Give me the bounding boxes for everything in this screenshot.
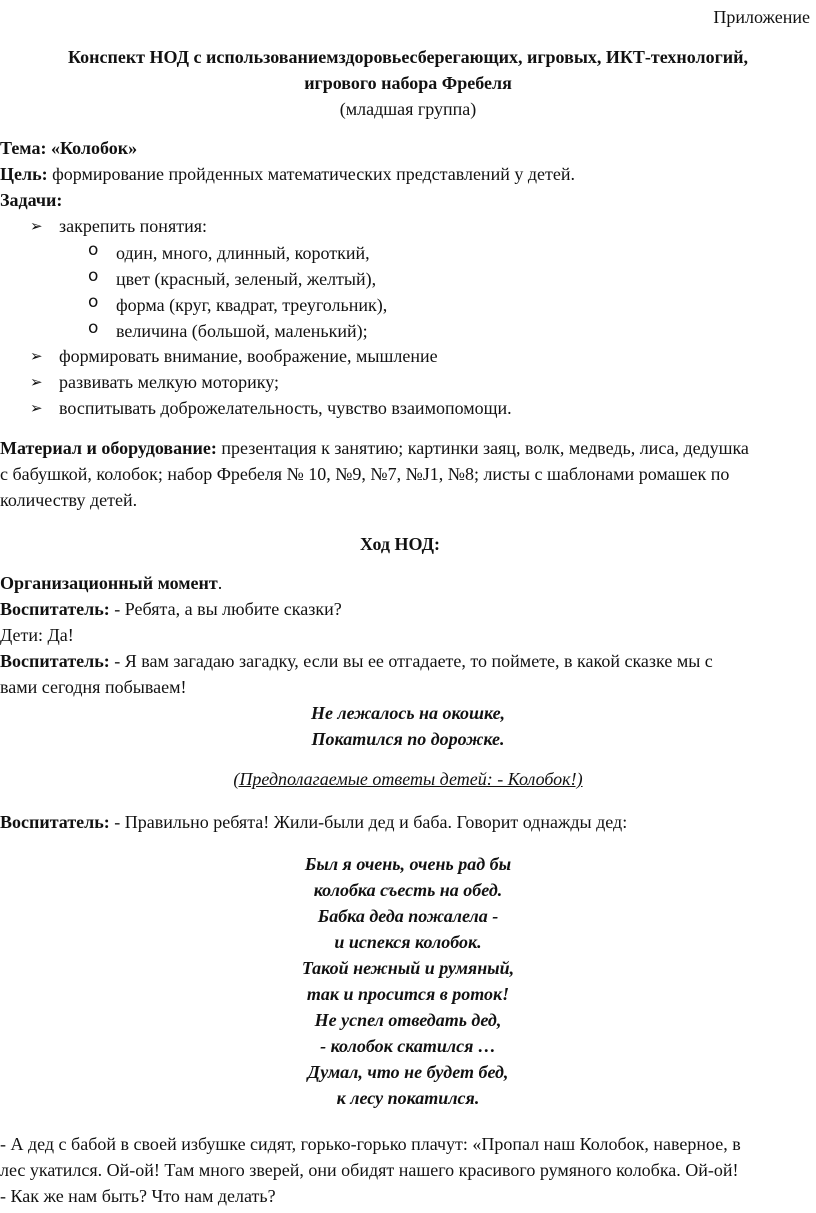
poem-line: Такой нежный и румяный,: [301, 958, 515, 978]
task-item-text: воспитывать доброжелательность, чувство взаимопомощи.: [59, 398, 512, 418]
poem-line: к лесу покатился.: [336, 1088, 480, 1108]
poem-line: Не успел отведать дед,: [314, 1010, 502, 1030]
org-moment-dot: .: [217, 573, 223, 593]
subtask-item-text: форма (круг, квадрат, треугольник),: [116, 295, 388, 315]
children-line: Дети: Да!: [0, 625, 74, 645]
org-moment-label: Организационный момент: [0, 573, 218, 593]
poem-line: Думал, что не будет бед,: [307, 1062, 509, 1082]
circle-bullet-icon: o: [88, 292, 99, 312]
teacher-line-3: [0, 809, 627, 835]
title-line-1: Конспект НОД с использованиемздоровьесберегающих, игровых, ИКТ-технологий,: [67, 47, 749, 67]
riddle-line: Покатился по дорожке.: [311, 729, 505, 749]
goal-text: формирование пройденных математических представлений у детей.: [47, 164, 575, 184]
goal-line: [0, 161, 575, 187]
materials-line-3: количеству детей.: [0, 490, 138, 510]
arrow-bullet-icon: ➢: [30, 217, 43, 235]
materials-label: Материал и оборудование:: [0, 438, 217, 458]
circle-bullet-icon: o: [88, 266, 99, 286]
course-heading: Ход НОД:: [360, 534, 441, 554]
expected-answer: (Предполагаемые ответы детей: - Колобок!): [233, 769, 583, 789]
teacher-label: Воспитатель:: [0, 812, 110, 832]
org-moment-heading: [0, 570, 222, 596]
teacher-label: Воспитатель:: [0, 651, 110, 671]
circle-bullet-icon: o: [88, 240, 99, 260]
arrow-bullet-icon: ➢: [30, 347, 43, 365]
poem-line: Бабка деда пожалела -: [317, 906, 499, 926]
poem-line: и испекся колобок.: [334, 932, 482, 952]
task-item-text: закрепить понятия:: [59, 216, 207, 236]
subtask-item-text: один, много, длинный, короткий,: [116, 243, 370, 263]
teacher-label: Воспитатель:: [0, 599, 110, 619]
arrow-bullet-icon: ➢: [30, 373, 43, 391]
teacher-line-2-cont: вами сегодня побываем!: [0, 677, 187, 697]
materials-line-2: с бабушкой, колобок; набор Фребеля № 10, №9, №7, №J1, №8; листы с шаблонами ромашек по: [0, 464, 730, 484]
teacher-line-2: [0, 648, 713, 674]
circle-bullet-icon: o: [88, 318, 99, 338]
subtask-item-text: цвет (красный, зеленый, желтый),: [116, 269, 377, 289]
theme-heading: Тема: «Колобок»: [0, 138, 138, 158]
title-line-2: игрового набора Фребеля: [304, 73, 512, 93]
ending-line-2: лес укатился. Ой-ой! Там много зверей, они обидят нашего красивого румяного колобка. Ой-ой!: [0, 1160, 739, 1180]
ending-line-3: - Как же нам быть? Что нам делать?: [0, 1186, 276, 1206]
teacher-text: - Правильно ребята! Жили-были дед и баба. Говорит однажды дед:: [109, 812, 628, 832]
goal-label: Цель:: [0, 164, 48, 184]
teacher-line-1: [0, 596, 342, 622]
poem-line: - колобок скатился …: [320, 1036, 496, 1056]
group-subtitle: (младшая группа): [339, 99, 477, 119]
task-item-text: формировать внимание, воображение, мышление: [59, 346, 438, 366]
teacher-text: - Ребята, а вы любите сказки?: [109, 599, 342, 619]
materials-line-1: [0, 435, 749, 461]
riddle-line: Не лежалось на окошке,: [310, 703, 506, 723]
teacher-text: - Я вам загадаю загадку, если вы ее отгадаете, то поймете, в какой сказке мы с: [109, 651, 713, 671]
poem-line: колобка съесть на обед.: [313, 880, 503, 900]
task-item-text: развивать мелкую моторику;: [59, 372, 280, 392]
ending-line-1: - А дед с бабой в своей избушке сидят, горько-горько плачут: «Пропал наш Колобок, наверное, в: [0, 1134, 741, 1154]
appendix-label: Приложение: [713, 7, 810, 27]
poem-line: так и просится в роток!: [306, 984, 510, 1004]
tasks-heading: Задачи:: [0, 190, 63, 210]
arrow-bullet-icon: ➢: [30, 399, 43, 417]
subtask-item-text: величина (большой, маленький);: [116, 321, 368, 341]
materials-text: презентация к занятию; картинки заяц, волк, медведь, лиса, дедушка: [216, 438, 749, 458]
poem-line: Был я очень, очень рад бы: [304, 854, 512, 874]
